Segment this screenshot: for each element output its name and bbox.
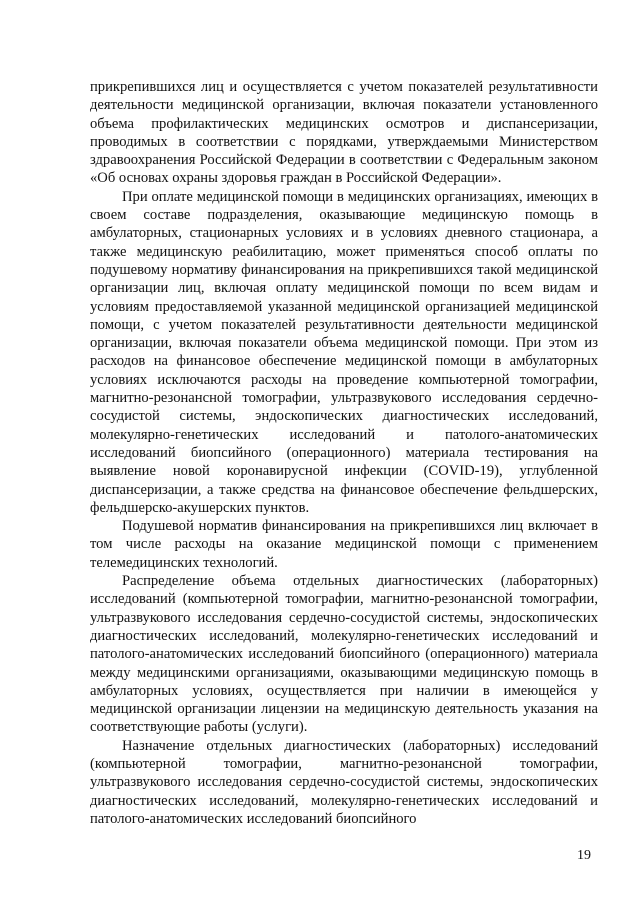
paragraph-4: Распределение объема отдельных диагностических (лабораторных) исследований (компьютерной томографии, магнитно-резонансной томографии, ультразвукового исследования сердечно-сосудистой системы, эндоскопических диагностических исследований, молекулярно-генетических исследований и патолого-анатомических исследований биопсийного (операционного) материала между медицинскими организациями, оказывающими медицинскую помощь в амбулаторных условиях, осуществляется при наличии в имеющейся у медицинской организации лицензии на медицинскую деятельность указания на соответствующие работы (услуги).	[90, 573, 598, 736]
paragraph-2: При оплате медицинской помощи в медицинских организациях, имеющих в своем составе подразделения, оказывающие медицинскую помощь в амбулаторных, стационарных условиях и в условиях дневного стационара, а также медицинскую реабилитацию, может применяться способ оплаты по подушевому нормативу финансирования на прикрепившихся такой медицинской организации лиц, включая оплату медицинской помощи по всем видам и условиям предоставляемой указанной медицинской организацией медицинской помощи, с учетом показателей результативности деятельности медицинской организации, включая показатели объема медицинской помощи. При этом из расходов на финансовое обеспечение медицинской помощи в амбулаторных условиях исключаются расходы на проведение компьютерной томографии, магнитно-резонансной томографии, ультразвукового исследования сердечно-сосудистой системы, эндоскопических диагностических исследований, молекулярно-генетических исследований и патолого-анатомических исследований биопсийного (операционного) материала тестирования на выявление новой коронавирусной инфекции (COVID-19), углубленной диспансеризации, а также средства на финансовое обеспечение фельдшерских, фельдшерско-акушерских пунктов.	[90, 188, 598, 516]
document-body	[90, 78, 598, 828]
paragraph-5: Назначение отдельных диагностических (лабораторных) исследований (компьютерной томографии, магнитно-резонансной томографии, ультразвукового исследования сердечно-сосудистой системы, эндоскопических диагностических исследований, молекулярно-генетических исследований и патолого-анатомических исследований биопсийного	[90, 737, 598, 827]
paragraph-3: Подушевой норматив финансирования на прикрепившихся лиц включает в том числе расходы на оказание медицинской помощи с применением телемедицинских технологий.	[90, 518, 598, 571]
page-number: 19	[577, 848, 591, 863]
paragraph-1: прикрепившихся лиц и осуществляется с учетом показателей результативности деятельности медицинской организации, включая показатели установленного объема профилактических медицинских осмотров и диспансеризации, проводимых в соответствии с порядками, утверждаемыми Министерством здравоохранения Российской Федерации в соответствии с Федеральным законом «Об основах охраны здоровья граждан в Российской Федерации».	[90, 79, 598, 187]
